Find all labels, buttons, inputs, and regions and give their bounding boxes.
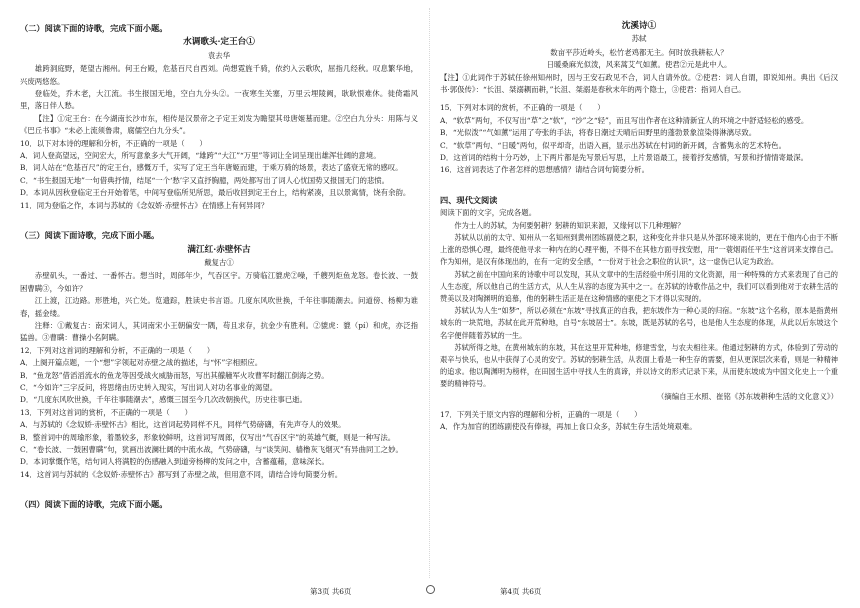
essay-paragraph: 苏轼认为人生“如梦”，所以必须在“东坡”寻找真正的自我，把东坡作为一种心灵的归宿。“东坡”这个名称，原本是指黄州城东的一块荒地，苏轼在此开荒种地，自号“东坡居士”。东坡，既是苏轼的名号，也是他人生态度的体现，从此以后东坡这个名字便伴随着苏轼的一生。 xyxy=(440,306,838,340)
section-4-heading: （四）阅读下面的诗歌，完成下面小题。 xyxy=(20,499,168,510)
poem-2-line: 赤壁矶头，一番过、一番怀古。想当时，周郎年少，气吞区宇。万骑临江貔虎②噪，千艘列炬鱼龙怒。卷长波、一鼓困曹瞒③，今如许？ xyxy=(20,271,418,293)
section-2-heading: （二）阅读下面的诗歌，完成下面小题。 xyxy=(20,23,168,33)
q10-option: A．词人登高望远，空间宏大，所写意象多大气开阔，“雄跨”“大江”“万里”等词让全词呈现出雄浑壮阔的意境。 xyxy=(20,151,381,161)
essay-paragraph: 作为士人的苏轼，为何要躬耕？躬耕的知识来源，又缘何以下几种理解？ xyxy=(454,220,685,230)
question-12: 12．下列对这首词的理解和分析，不正确的一项是（ ） xyxy=(20,345,215,355)
question-10: 10．以下对本诗的理解和分析，不正确的一项是（ ） xyxy=(20,138,207,148)
poem-2-line: 江上渡，江边路。形胜地，兴亡处。览遗踪，胜读史书言语。几度东风吹世换，千年往事随潮去。问道傍、杨柳为谁春，摇金缕。 xyxy=(20,296,418,318)
poem-1-note: 【注】①定王台：在今湖南长沙市东，相传是汉景帝之子定王刘发为瞻望其母唐姬墓而建。②空白九分头：用陈与义《巴丘书事》“未必上流须鲁肃，腐儒空白九分头”。 xyxy=(20,113,418,136)
question-11: 11．同为登临之作，本词与苏轼的《念奴娇·赤壁怀古》在情感上有何异同？ xyxy=(20,200,269,210)
poem-3-note: 【注】①此词作于苏轼任徐州知州时，因与王安石政见不合，词人自请外放。②使君：词人自谓，即说知州。典出《后汉书·郭伋传》：“长沮、桀溺耦而耕，”长沮、桀溺是春秋末年的两个隐士，③使君：指词人自己。 xyxy=(440,72,838,95)
poem-3-title: 沈溪诗① xyxy=(621,21,657,31)
question-15: 15．下列对本词的赏析，不正确的一项是（ ） xyxy=(440,103,605,113)
section-3-heading: （三）阅读下面诗歌，完成下面小题。 xyxy=(20,230,160,241)
right-column xyxy=(440,18,838,434)
poem-2-note: 注释：①戴复古：南宋词人，其词南宋小王朝偏安一隅，苟且求存，抗金少有胜利。②貔虎：貔（pí）和虎，亦泛指猛兽。③曹瞒：曹操小名阿瞒。 xyxy=(20,320,418,343)
poem-3-line: 数亩平莎近岭头，松竹老鸡都无主。何时放我耕耘人？ xyxy=(550,47,728,57)
q12-option: C．“今如许”三字反问，将思绪由历史转入现实，写出词人对功名事业的渴望。 xyxy=(20,382,278,392)
q12-option: A．上阕开篇点题，一个“想”字领起对赤壁之战的描述，与“怀”字相照应。 xyxy=(20,358,263,368)
poem-1-line: 雄跨洞庭野，楚望古湘州。何王台殿，危基百尺自西刘。尚想霓旌千骑，依约入云歌吹，屈指几经秋。叹息繁华地，兴废两悠悠。 xyxy=(20,64,418,86)
page-number-right: 第4页 共6页 xyxy=(500,587,542,596)
poem-3-author: 苏轼 xyxy=(631,34,647,44)
left-column xyxy=(20,18,418,512)
question-17: 17．下列关于原文内容的理解和分析，正确的一项是（ ） xyxy=(440,409,642,419)
q15-option: A．“软草”两句，不仅写出“草”之“软”，“沙”之“轻”，而且写出作者在这种清新宜人的环境之中舒适轻松的感受。 xyxy=(440,115,809,125)
column-divider xyxy=(429,8,430,578)
question-13: 13．下列对这首词的赏析，不正确的一项是（ ） xyxy=(20,407,193,417)
q12-option: B．“鱼龙怒”借滔滔流水的鱼龙等因受战火威胁而怒，写出其艨艟军火攻曹军时翻江倒海之势。 xyxy=(20,370,329,380)
q12-option: D．“几度东风吹世换，千年往事随潮去”，感慨三国至今几次改朝换代，历史往事已逝。 xyxy=(20,395,307,405)
q13-option: A．与苏轼的《念奴娇·赤壁怀古》相比，这首词起势同样不凡，同样气势磅礴，有先声夺人的效果。 xyxy=(20,420,346,430)
q13-option: D．本词掌慨作笔，结句词人将满腔的伤感融入到道旁杨柳的发问之中，含蓄蕴藉，意味深长。 xyxy=(20,457,329,467)
poem-1-line: 登临处，乔木老，大江流。书生报国无地，空白九分头②。一夜寒生关塞，万里云埋陵阙，耿耿恨难休。徙倚霜风里，落日伴人愁。 xyxy=(20,89,418,111)
q13-option: C．“卷长波、一鼓困曹瞒”句，犹画出波澜壮阔的中流水战，气势磅礴，与“谈笑间、樯橹灰飞烟灭”有异曲同工之妙。 xyxy=(20,445,403,454)
poem-1-title: 水调歌头·定王台① xyxy=(183,37,255,48)
q15-option: D．这首词的结构十分巧妙，上下两片都是先写景后写思，上片景语最工，接着抒发感情，写景和抒情情寄最深。 xyxy=(440,153,809,163)
question-14: 14．这首词与苏轼的《念奴娇·赤壁怀古》都写到了赤壁之战，但用意不同，请结合诗句简要分析。 xyxy=(20,469,343,479)
essay-paragraph: 苏轼之前在中国向来的诗歌中可以发现，其从文章中的生活经验中所引用的文化资源，用一种特殊的方式来表现了自己的人生态度，所以他自己的生活方式，从人生从容的态度为其中之一。在苏轼的诗歌作品之中，我们可以看到他对于农耕生活的赞美以及对陶渊明的追慕，他的躬耕生活正是在这种情感的驱使之下才得以实现的。 xyxy=(440,269,838,303)
q13-option: B．整首词中的周瑜形象，着墨较多，形象较鲜明，这首词写周郎，仅写出“气吞区宇”的英雄气概，则是一种写法。 xyxy=(20,432,396,442)
essay-source: （摘编自王水照、崔铭《苏东坡耕种生活的文化意义》） xyxy=(656,391,838,401)
page-number-left: 第3页 共6页 xyxy=(310,587,352,596)
poem-1-author: 袁去华 xyxy=(207,50,231,60)
modern-reading-heading: 四、现代文阅读 xyxy=(440,194,498,205)
poem-2-author: 戴复古① xyxy=(204,257,234,267)
q15-option: B．“光似泼”“气如薰”运用了夸张的手法，将春日潮过天晴后田野里的蓬勃景象渲染得淋漓尽致。 xyxy=(440,128,757,138)
poem-2-title: 满江红·赤壁怀古 xyxy=(187,244,251,255)
question-16: 16．这首词表达了作者怎样的思想感情？请结合词句简要分析。 xyxy=(440,165,649,175)
q15-option: C．“软草”两句、“日暖”两句，似平却奇，出语入画，显示出苏轼在村词的新开阔，含蓄隽永的艺术特色。 xyxy=(440,140,786,150)
q10-option: B．词人站在“危基百尺”的定王台，感慨万千，实写了定王当年唐姬而建，于乘万骑的场景，表达了盛衰无常的感叹。 xyxy=(20,163,403,173)
q10-option: D．本词从因秋登临定王台开始着笔，中间写登临所见所思，最后收回到定王台上，结构紧凑，且以景寓情，饶有余韵。 xyxy=(20,188,411,198)
essay-paragraph: 苏轼所得之地，在黄州城东的东坡，其在这里开荒种地，修建雪堂，与农夫相往来。他通过躬耕的方式，体验到了劳动的艰辛与快乐，也从中获得了心灵的安宁。苏轼的躬耕生活，从表面上看是一种生存的需要，但从更深层次来看，则是一种精神的追求。他以陶渊明为榜样，在田园生活中寻找人生的真谛，并以诗文的形式记录下来，从而使东坡成为中国文化史上一个重要的精神符号。 xyxy=(440,342,838,389)
q17-option: A．作为加官的团练副使没有俸禄，再加上食口众多，苏轼生存生活处境艰难。 xyxy=(440,422,697,432)
q10-option: C．“书生报国无地”一句借典抒情，结尾“一个‘愁’字又直抒胸臆，两处都写出了词人心忧国势又报国无门的悲愤。 xyxy=(20,175,390,185)
essay-paragraph: 苏轼从以前的太守、知州从一名知州到黄州团练副使之职，这种变化并非只是从外部环境来说的，更在于他内心由于不断上涨的恐惧心理，最终使他寻求一种内在的心理平衡，不得不在其他方面寻找安慰，用“一蓑烟雨任平生”这首词来支撑自己。作为知州，是汉有体现出的，在有一定的安全感，“一份对于社会之职位的认识”，这一虚伪已认定为政治。 xyxy=(440,232,838,267)
modern-reading-intro: 阅读下面的文字，完成各题。 xyxy=(440,208,537,218)
poem-3-line: 日暖桑麻光似泼，风来蒿艾气如薰。使君②元是此中人。 xyxy=(546,60,732,70)
binding-hole-icon xyxy=(426,585,435,594)
